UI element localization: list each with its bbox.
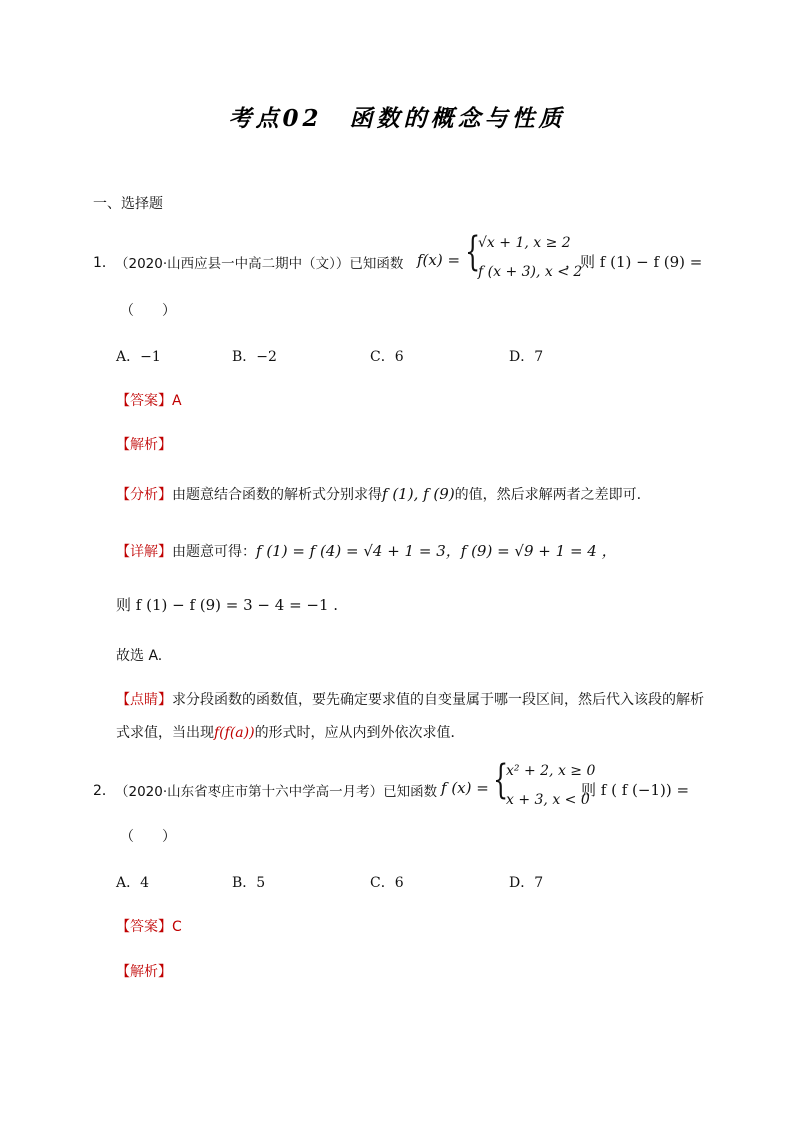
q1-option-c: C．6 <box>370 349 404 365</box>
q1-number: 1． <box>93 255 116 271</box>
q1-option-b: B．−2 <box>232 349 277 365</box>
q1-answer-blank: （ ） <box>120 303 176 319</box>
q2-answer-blank: （ ） <box>120 829 176 845</box>
q2-case-2: x + 3, x < 0 <box>506 792 590 808</box>
q1-function-label: f(x) = <box>417 251 461 269</box>
q1-analysis-tag: 【解析】 <box>116 437 172 453</box>
q1-option-d: D．7 <box>509 349 544 365</box>
q1-case-1: √x + 1, x ≥ 2 <box>478 235 571 251</box>
q1-source: （2020·山西应县一中高二期中（文））已知函数 <box>115 256 404 272</box>
q1-xiangjie <box>116 540 617 561</box>
q2-number: 2． <box>93 783 116 799</box>
page-title: 考点02 函数的概念与性质 <box>228 105 566 132</box>
q1-brace: { <box>465 229 481 275</box>
q2-case-1: x² + 2, x ≥ 0 <box>506 763 596 779</box>
xiangjie-text: 由题意可得： <box>172 544 256 560</box>
answer-tag: 【答案】 <box>116 919 172 935</box>
q1-dianjing-line-1 <box>116 689 704 709</box>
fenxi-tag: 【分析】 <box>116 487 172 503</box>
dianjing-tag: 【点睛】 <box>116 692 172 708</box>
xiangjie-math-2: ，f (9) = √9 + 1 = 4 ， <box>445 542 617 560</box>
dianjing-red-math: f(f(a)) <box>214 725 255 741</box>
q2-answer <box>116 916 182 936</box>
q2-option-c: C．6 <box>370 875 404 891</box>
q2-function-label: f (x) = <box>441 779 489 797</box>
section-heading: 一、选择题 <box>93 196 163 212</box>
xiangjie-math-1: f (1) = f (4) = √4 + 1 = 3 <box>256 542 446 560</box>
q2-option-d: D．7 <box>509 875 544 891</box>
answer-tag: 【答案】 <box>116 393 172 409</box>
dianjing-text-2a: 式求值，当出现 <box>116 725 214 741</box>
answer-value: C <box>172 919 182 935</box>
q2-source: （2020·山东省枣庄市第十六中学高一月考）已知函数 <box>115 784 438 800</box>
answer-value: A <box>172 393 182 409</box>
q2-option-a: A．4 <box>116 875 150 891</box>
q1-question: ，则 f (1) − f (9) = <box>565 253 703 271</box>
q1-fenxi <box>116 484 641 504</box>
q2-question: 则 f ( f (−1)) = <box>581 781 690 799</box>
q2-option-b: B．5 <box>232 875 266 891</box>
dianjing-text-1: 求分段函数的函数值，要先确定要求值的自变量属于哪一段区间，然后代入该段的解析 <box>172 692 704 708</box>
fenxi-tail: 的值，然后求解两者之差即可. <box>454 487 642 503</box>
q1-answer <box>116 390 182 410</box>
q1-case-2: f (x + 3), x < 2 <box>478 264 583 280</box>
q2-brace: { <box>493 757 509 803</box>
q1-dianjing-line-2 <box>116 722 465 742</box>
fenxi-math: f (1), f (9) <box>382 485 455 503</box>
q2-analysis-tag: 【解析】 <box>116 964 172 980</box>
q1-choose: 故选 A. <box>116 648 163 664</box>
dianjing-text-2b: 的形式时，应从内到外依次求值． <box>254 725 465 741</box>
fenxi-text: 由题意结合函数的解析式分别求得 <box>172 487 382 503</box>
q1-option-a: A．−1 <box>116 349 161 365</box>
xiangjie-tag: 【详解】 <box>116 544 172 560</box>
q1-then: 则 f (1) − f (9) = 3 − 4 = −1 . <box>116 596 339 614</box>
